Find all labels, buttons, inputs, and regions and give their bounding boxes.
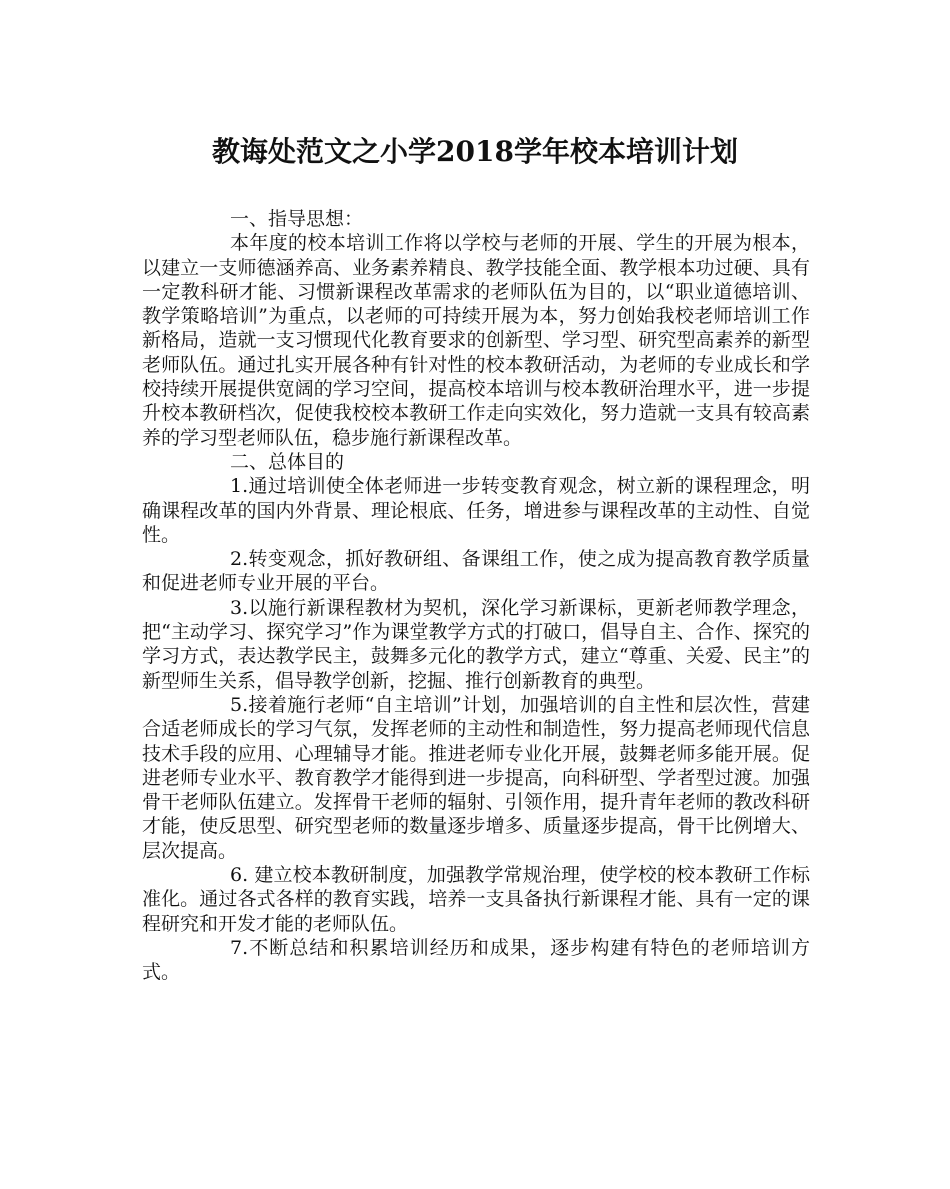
body-paragraph: 7.不断总结和积累培训经历和成果，逐步构建有特色的老师培训方式。 <box>142 936 810 984</box>
body-paragraph: 本年度的校本培训工作将以学校与老师的开展、学生的开展为根本，以建立一支师德涵养高、业务素养精良、教学技能全面、教学根本功过硬、具有一定教科研才能、习惯新课程改革需求的老师队伍为目的，以“职业道德培训、教学策略培训”为重点，以老师的可持续开展为本，努力创始我校老师培训工作新格局，造就一支习惯现代化教育要求的创新型、学习型、研究型高素养的新型老师队伍。通过扎实开展各种有针对性的校本教研活动，为老师的专业成长和学校持续开展提供宽阔的学习空间，提高校本培训与校本教研治理水平，进一步提升校本教研档次，促使我校校本教研工作走向实效化，努力造就一支具有较高素养的学习型老师队伍，稳步施行新课程改革。 <box>142 232 810 449</box>
document-title: 教诲处范文之小学2018学年校本培训计划 <box>212 135 738 168</box>
section-heading: 一、指导思想： <box>230 208 364 230</box>
body-paragraph: 6. 建立校本教研制度，加强教学常规治理，使学校的校本教研工作标准化。通过各式各样的教育实践，培养一支具备执行新课程才能、具有一定的课程研究和开发才能的老师队伍。 <box>142 864 810 935</box>
body-paragraph: 1.通过培训使全体老师进一步转变教育观念，树立新的课程理念，明确课程改革的国内外背景、理论根底、任务，增进参与课程改革的主动性、自觉性。 <box>142 475 810 546</box>
body-paragraph: 5.接着施行老师“自主培训”计划，加强培训的自主性和层次性，营建合适老师成长的学习气氛，发挥老师的主动性和制造性，努力提高老师现代信息技术手段的应用、心理辅导才能。推进老师专业化开展，鼓舞老师多能开展。促进老师专业水平、教育教学才能得到进一步提高，向科研型、学者型过渡。加强骨干老师队伍建立。发挥骨干老师的辐射、引领作用，提升青年老师的教改科研才能，使反思型、研究型老师的数量逐步增多、质量逐步提高，骨干比例增大、层次提高。 <box>142 693 810 862</box>
document-body <box>142 207 810 985</box>
section-heading: 二、总体目的 <box>230 450 345 473</box>
body-paragraph: 3.以施行新课程教材为契机，深化学习新课标，更新老师教学理念，把“主动学习、探究学习”作为课堂教学方式的打破口，倡导自主、合作、探究的学习方式，表达教学民主，鼓舞多元化的教学方式，建立“尊重、关爱、民主”的新型师生关系，倡导教学创新，挖掘、推行创新教育的典型。 <box>142 596 810 692</box>
body-paragraph: 2.转变观念，抓好教研组、备课组工作，使之成为提高教育教学质量和促进老师专业开展的平台。 <box>142 548 810 595</box>
